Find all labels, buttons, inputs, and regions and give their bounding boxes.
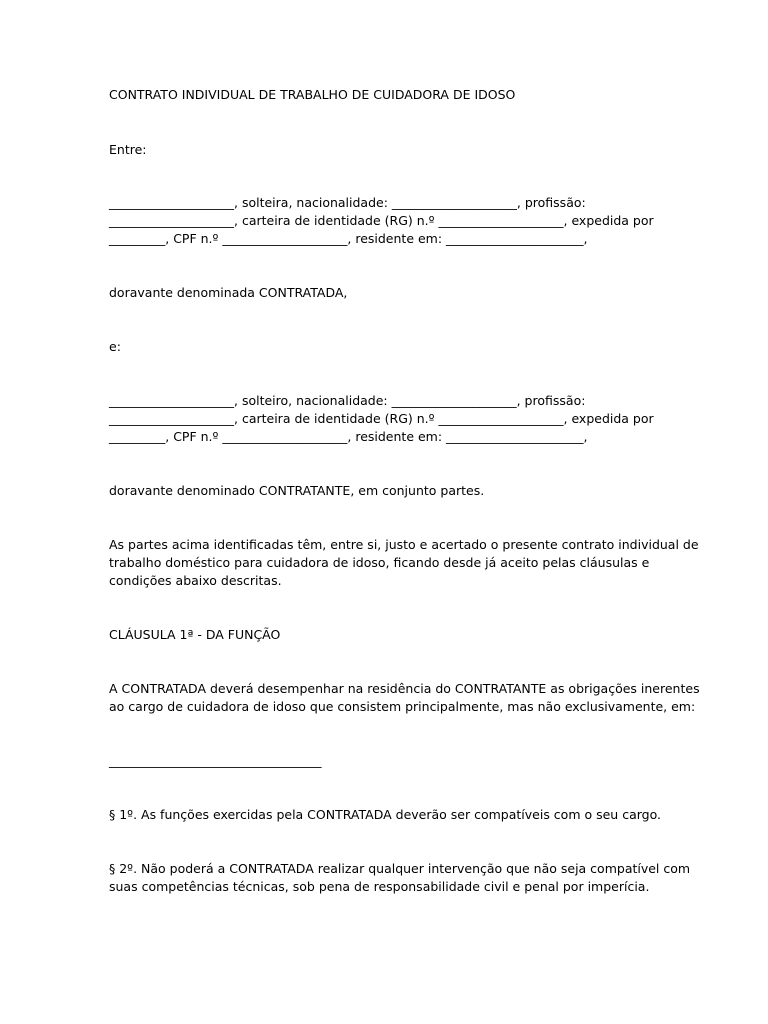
clause1-line: ao cargo de cuidadora de idoso que consistem principalmente, mas não exclusivamente, em: xyxy=(109,699,696,714)
party2-designation: doravante denominado CONTRATANTE, em conjunto partes. xyxy=(109,483,485,498)
contract-body xyxy=(109,86,700,896)
party1-designation: doravante denominada CONTRATADA, xyxy=(109,285,348,300)
party2-line: ____________________, carteira de identidade (RG) n.º ____________________, expedida por xyxy=(109,411,654,426)
entre-label: Entre: xyxy=(109,142,147,157)
paragraph-2 xyxy=(109,860,691,896)
clause1-body xyxy=(109,680,700,716)
preamble-line: trabalho doméstico para cuidadora de idoso, ficando desde já aceito pelas cláusulas e xyxy=(109,555,650,570)
party2-identification xyxy=(109,392,669,446)
party1-identification xyxy=(109,194,669,248)
e-label: e: xyxy=(109,339,121,354)
clause1-line: A CONTRATADA deverá desempenhar na residência do CONTRATANTE as obrigações inerentes xyxy=(109,681,700,696)
party2-line: ____________________, solteiro, nacionalidade: ____________________, profissão: xyxy=(109,393,586,408)
preamble-paragraph xyxy=(109,536,699,590)
paragraph2-line: § 2º. Não poderá a CONTRATADA realizar qualquer intervenção que não seja compatível com xyxy=(109,861,691,876)
paragraph-1: § 1º. As funções exercidas pela CONTRATADA deverão ser compatíveis com o seu cargo. xyxy=(109,807,661,822)
party1-line: _________, CPF n.º ____________________, residente em: ______________________, xyxy=(109,231,588,246)
clause1-heading: CLÁUSULA 1ª - DA FUNÇÃO xyxy=(109,627,281,642)
party1-line: ____________________, carteira de identidade (RG) n.º ____________________, expedida por xyxy=(109,213,654,228)
party2-line: _________, CPF n.º ____________________, residente em: ______________________, xyxy=(109,429,588,444)
duties-blank-line: __________________________________ xyxy=(109,753,322,768)
party1-line: ____________________, solteira, nacionalidade: ____________________, profissão: xyxy=(109,195,586,210)
preamble-line: As partes acima identificadas têm, entre si, justo e acertado o presente contrato individual de xyxy=(109,537,699,552)
paragraph2-line: suas competências técnicas, sob pena de responsabilidade civil e penal por imperícia. xyxy=(109,879,650,894)
preamble-line: condições abaixo descritas. xyxy=(109,573,282,588)
document-title: CONTRATO INDIVIDUAL DE TRABALHO DE CUIDADORA DE IDOSO xyxy=(109,87,516,102)
